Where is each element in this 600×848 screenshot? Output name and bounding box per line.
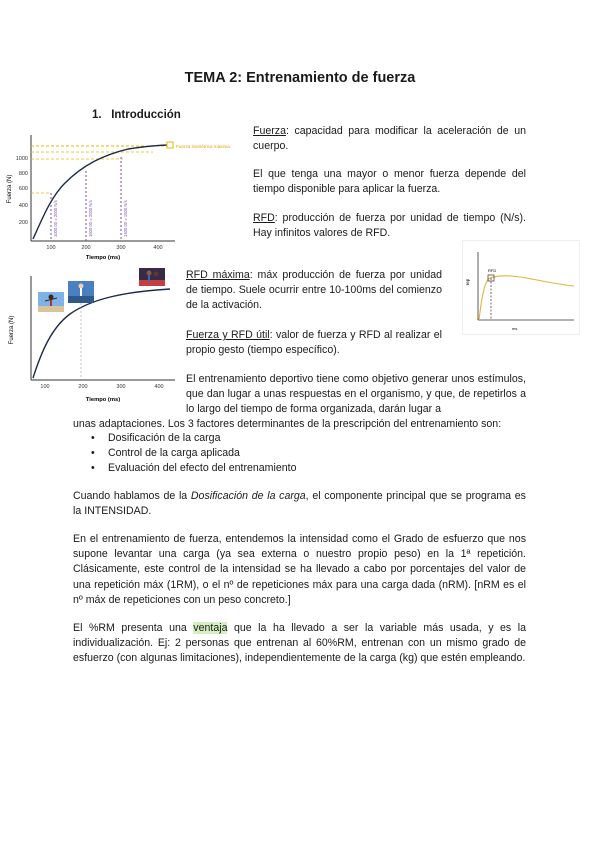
rfd-chart xyxy=(462,240,580,335)
fig2-xlabel: Tiempo (ms) xyxy=(85,397,121,403)
fig1-ytick: 600 xyxy=(18,186,28,192)
fig2-xtick: 100 xyxy=(40,384,50,390)
dosif-italic: Dosificación de la carga xyxy=(190,490,306,502)
fig2-ylabel: Fuerza (N) xyxy=(9,315,15,345)
fig3-ylabel: rep xyxy=(465,278,470,286)
term-rfd-util: Fuerza y RFD útil xyxy=(186,329,270,341)
rm-text-a: El %RM presenta una xyxy=(73,622,194,634)
fig1-bar-label: 1000.00 = 2000 N/s xyxy=(53,200,58,237)
def-rfd-util xyxy=(186,328,442,358)
paragraph-objetivo-cont: unas adaptaciones. Los 3 factores determinantes de la prescripción del entrenamiento son: xyxy=(73,418,502,430)
fig2-xtick: 400 xyxy=(154,384,164,390)
paragraph-tiempo: El que tenga una mayor o menor fuerza depende del tiempo disponible para aplicar la fuerza. xyxy=(253,168,526,196)
def-rfd-maxima-text: : máx producción de fuerza por unidad de tiempo. Suele ocurrir entre 10-100ms del comienzo de la activación. xyxy=(186,269,442,312)
list-item: • Dosificación de la carga xyxy=(88,431,508,446)
fig3-xlabel: ms xyxy=(512,326,518,331)
term-rfd: RFD xyxy=(253,212,275,224)
paragraph-intensidad: En el entrenamiento de fuerza, entendemos la intensidad como el Grado de esfuerzo que nos supone levantar una carga (ya sea externa o nuestro propio peso) en la 1ª repetición. Clásicamente, este control de la intensidad se ha llevado a cabo por porcentajes del valor de una repetición máx (1RM), o el nº de repeticiones máx para una carga dada (nRM). [nRM es el nº máx de repeticiones con un peso concreto.] xyxy=(73,533,526,606)
term-rfd-maxima: RFD máxima xyxy=(186,269,250,281)
section-number: 1. xyxy=(92,109,102,121)
def-rfd-maxima xyxy=(186,268,442,314)
list-item: • Evaluación del efecto del entrenamiento xyxy=(88,461,508,476)
fig1-ytick: 1000 xyxy=(15,156,28,162)
fig1-max-marker xyxy=(167,142,173,148)
paragraph-dosificacion xyxy=(73,489,526,519)
fig1-annotation: Fuerza isométrica máxima xyxy=(176,144,230,149)
fig1-bar-label: 1600.00 = 2000 N/s xyxy=(88,200,93,237)
fig1-ytick: 800 xyxy=(18,171,28,177)
section-title: Introducción xyxy=(111,109,181,121)
term-fuerza: Fuerza xyxy=(253,125,286,137)
fig1-xlabel: Tiempo (ms) xyxy=(85,255,121,261)
rm-text-c: que la ha llevado a ser la variable más usada, y es la individualización. Ej: 2 personas que entrenan al 60%RM, entrenan con un mismo grado de esfuerzo (con algunas limitaciones), independientemente de la carga (kg) que estén empleando. xyxy=(73,622,526,665)
fig1-ytick: 200 xyxy=(18,220,28,226)
def-rfd-text: : producción de fuerza por unidad de tiempo (N/s). Hay infinitos valores de RFD. xyxy=(253,212,526,240)
def-rfd xyxy=(253,211,526,241)
fig1-xtick: 400 xyxy=(153,245,163,251)
fig1-xtick: 100 xyxy=(46,245,56,251)
page-title: TEMA 2: Entrenamiento de fuerza xyxy=(184,70,416,86)
list-item: • Control de la carga aplicada xyxy=(88,446,508,461)
def-fuerza xyxy=(253,124,526,154)
fig1-ytick: 400 xyxy=(18,203,28,209)
rm-highlight: ventaja xyxy=(193,622,228,634)
fig1-ylabel: Fuerza (N) xyxy=(7,174,13,204)
athlete-throw-image xyxy=(68,281,94,303)
athlete-sprint-image xyxy=(139,268,165,286)
dosif-text-a: Cuando hablamos de la xyxy=(73,490,191,502)
fig3-peak-label: RFD xyxy=(488,268,497,273)
dosif-text-c: , el componente principal que se programa es la INTENSIDAD. xyxy=(73,490,526,518)
fig2-xtick: 200 xyxy=(78,384,88,390)
fig1-xtick: 300 xyxy=(116,245,126,251)
fig1-bar-label: 1400.00 = 1500 N/s xyxy=(123,200,128,237)
force-curve-athletes-chart xyxy=(5,268,183,410)
paragraph-objetivo: El entrenamiento deportivo tiene como objetivo generar unos estímulos, que dan lugar a unas respuestas en el organismo, y que, de repetirlos a lo largo del tiempo de forma organizada, darán lugar a xyxy=(186,373,526,416)
factors-list xyxy=(88,431,508,477)
fig1-xtick: 200 xyxy=(81,245,91,251)
athlete-jump-image xyxy=(38,292,64,312)
def-rfd-util-text: : valor de fuerza y RFD al realizar el propio gesto (tiempo específico). xyxy=(186,329,442,357)
paragraph-rm xyxy=(73,621,526,667)
force-time-chart xyxy=(3,127,248,264)
def-fuerza-text: : capacidad para modificar la aceleración de un cuerpo. xyxy=(253,125,526,153)
fig2-xtick: 300 xyxy=(116,384,126,390)
section-heading xyxy=(92,109,181,121)
